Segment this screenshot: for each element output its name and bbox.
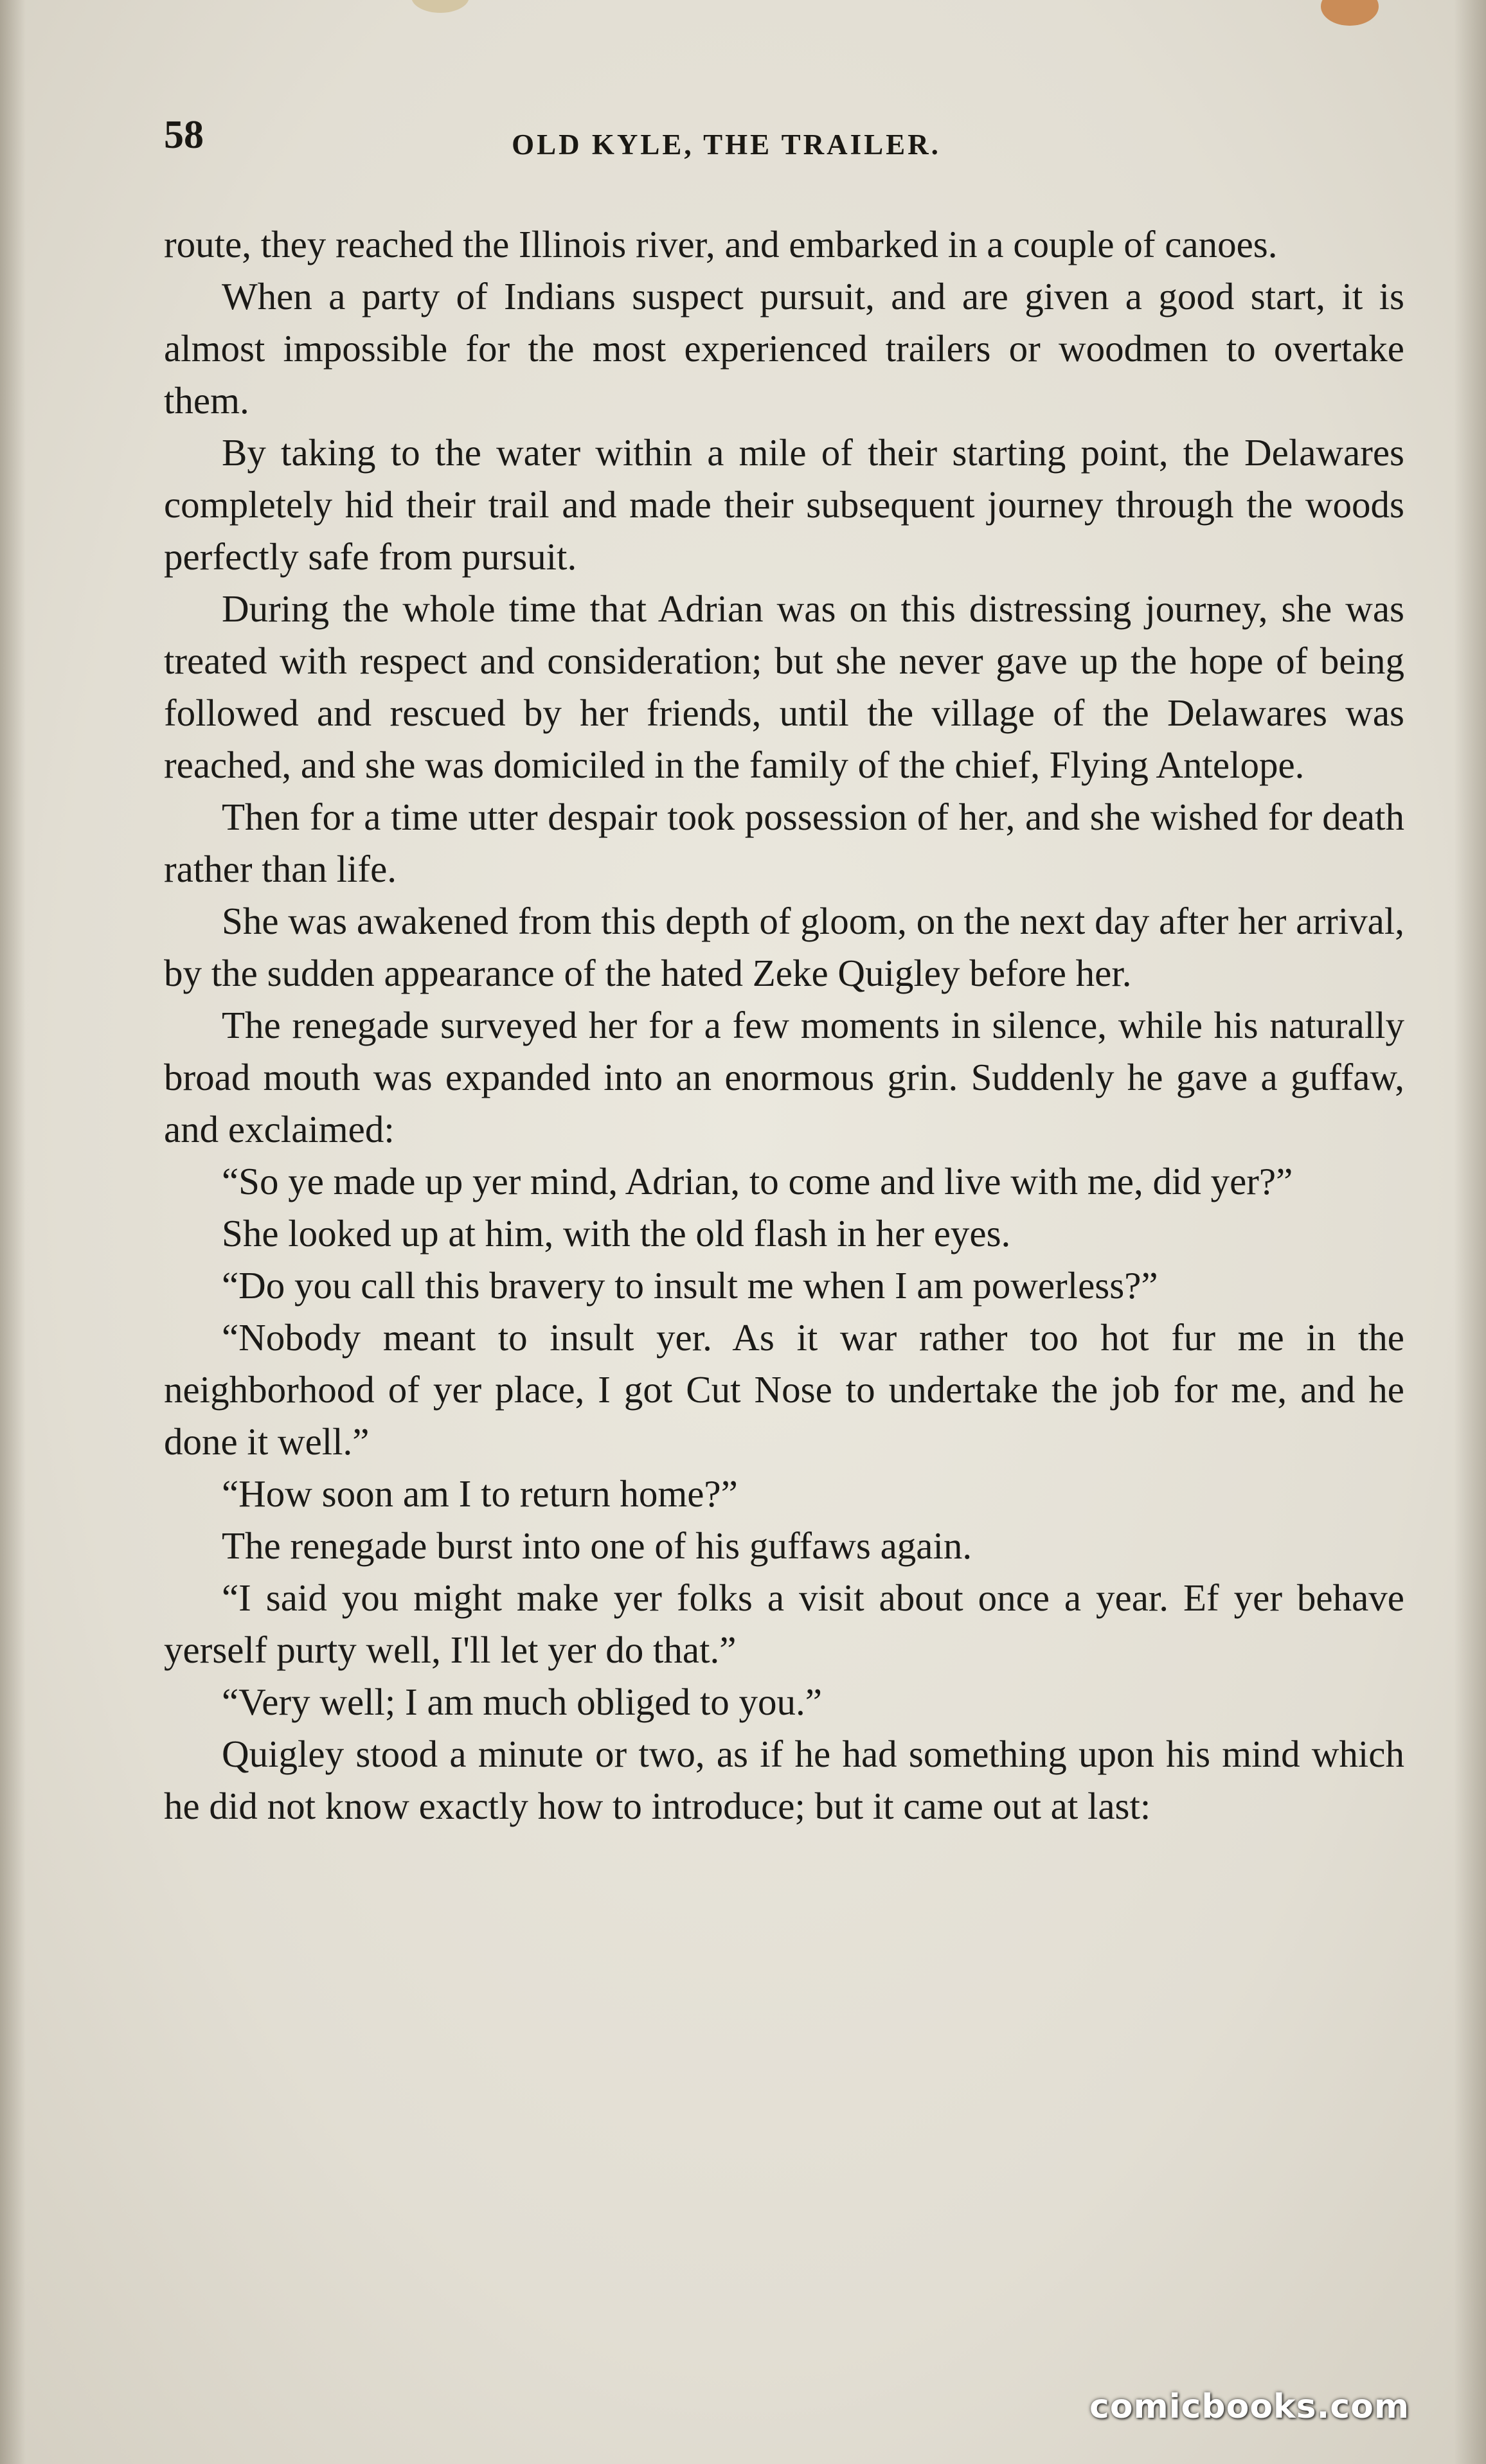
paragraph: “Do you call this bravery to insult me when I am powerless?” <box>222 1264 1158 1307</box>
paragraph: When a party of Indians suspect pursuit, and are given a good start, it is almost impossible for the most experienced trailers or woodmen to overtake them. <box>164 275 1404 422</box>
paragraph: During the whole time that Adrian was on this distressing journey, she was treated with respect and consideration; but she never gave up the hope of being followed and rescued by her friends, until the village of the Delawares was reached, and she was domiciled in the family of the chief, Flying Antelope. <box>164 587 1404 786</box>
page-edge-shadow <box>0 0 26 2464</box>
paragraph: “How soon am I to return home?” <box>222 1472 738 1515</box>
paragraph: “I said you might make yer folks a visit about once a year. Ef yer behave yerself purty well, I'll let yer do that.” <box>164 1576 1404 1671</box>
paragraph: “Very well; I am much obliged to you.” <box>222 1681 822 1723</box>
paragraph: She looked up at him, with the old flash in her eyes. <box>222 1212 1011 1254</box>
paragraph: The renegade surveyed her for a few moments in silence, while his naturally broad mouth was expanded into an enormous grin. Suddenly he gave a guffaw, and exclaimed: <box>164 1004 1404 1150</box>
paragraph: route, they reached the Illinois river, and embarked in a couple of canoes. <box>164 223 1278 265</box>
paragraph: “So ye made up yer mind, Adrian, to come and live with me, did yer?” <box>222 1160 1293 1202</box>
running-title: OLD KYLE, THE TRAILER. <box>512 129 941 161</box>
paper-stain <box>1321 0 1379 26</box>
text-body <box>164 219 1404 1832</box>
paragraph: The renegade burst into one of his guffaws again. <box>222 1524 972 1567</box>
paragraph: She was awakened from this depth of gloom, on the next day after her arrival, by the sudden appearance of the hated Zeke Quigley before her. <box>164 900 1404 994</box>
paragraph: Quigley stood a minute or two, as if he had something upon his mind which he did not know exactly how to introduce; but it came out at last: <box>164 1733 1404 1827</box>
watermark: comicbooks.com <box>1089 2388 1410 2426</box>
paper-stain <box>411 0 469 13</box>
page-edge-shadow <box>1454 0 1486 2464</box>
paragraph: By taking to the water within a mile of their starting point, the Delawares completely hid their trail and made their subsequent journey through the woods perfectly safe from pursuit. <box>164 431 1404 578</box>
page-number: 58 <box>164 113 204 157</box>
paragraph: Then for a time utter despair took possession of her, and she wished for death rather than life. <box>164 796 1404 890</box>
paragraph: “Nobody meant to insult yer. As it war rather too hot fur me in the neighborhood of yer place, I got Cut Nose to undertake the job for me, and he done it well.” <box>164 1316 1404 1463</box>
page-header <box>164 112 1404 170</box>
